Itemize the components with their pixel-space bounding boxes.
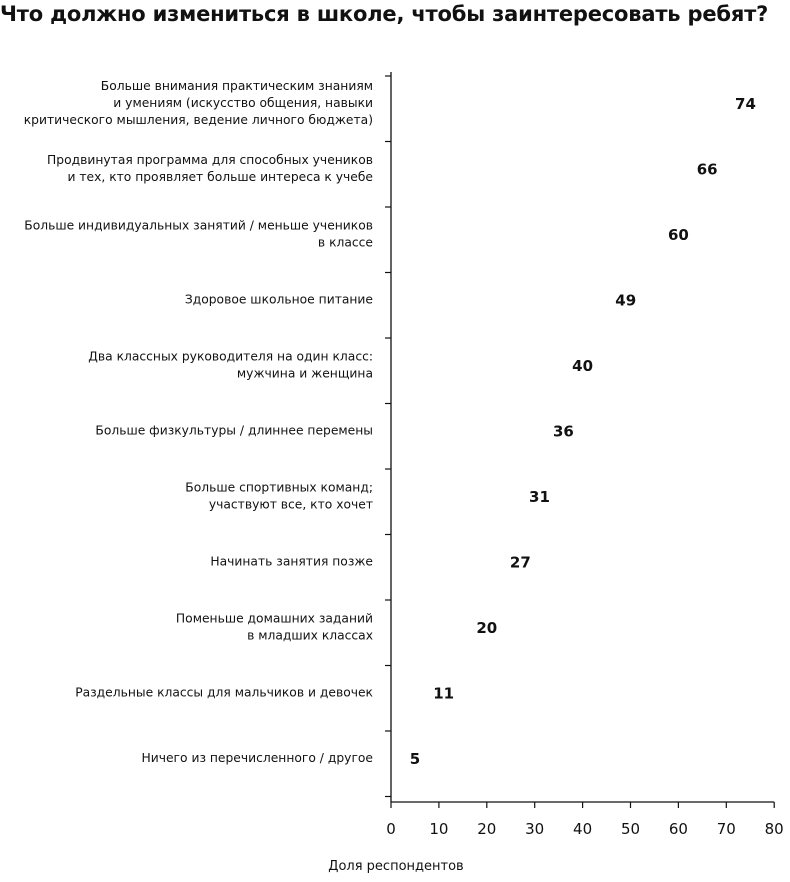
category-label — [185, 481, 373, 512]
category-label-line: в классе — [317, 235, 373, 250]
value-label: 27 — [509, 553, 531, 572]
category-label — [210, 555, 373, 569]
category-label-line: Раздельные классы для мальчиков и девочек — [75, 685, 373, 700]
category-label-line: и тех, кто проявляет больше интереса к учебе — [67, 170, 373, 184]
value-label: 60 — [667, 226, 689, 244]
category-label — [88, 350, 373, 381]
x-tick-label: 40 — [573, 820, 593, 838]
category-label-line: Два классных руководителя на один класс: — [88, 349, 373, 364]
category-labels — [24, 79, 374, 765]
category-label-line: Больше физкультуры / длиннее перемены — [95, 423, 373, 438]
category-label-line: Больше внимания практическим знаниям — [100, 79, 373, 93]
x-tick-label: 50 — [620, 820, 641, 838]
category-label — [141, 751, 373, 765]
x-tick-label: 20 — [477, 820, 497, 838]
category-label — [24, 79, 373, 127]
category-label-line: Больше спортивных команд; — [185, 480, 373, 495]
value-label: 31 — [529, 488, 550, 506]
category-label-line: Больше индивидуальных занятий / меньше учеников — [24, 218, 373, 233]
value-label: 20 — [476, 619, 498, 637]
category-label-line: Ничего из перечисленного / другое — [141, 751, 373, 765]
category-label-line: Здоровое школьное питание — [184, 292, 373, 307]
chart-title: Что должно измениться в школе, чтобы заинтересовать ребят? — [0, 2, 769, 26]
category-label — [75, 686, 373, 700]
category-label — [185, 293, 373, 307]
value-label: 36 — [553, 422, 574, 441]
tick-labels — [386, 820, 784, 838]
value-label: 5 — [409, 750, 421, 768]
x-axis-title: Доля респондентов — [328, 859, 464, 874]
x-tick-label: 30 — [525, 820, 545, 838]
value-label: 49 — [615, 291, 637, 310]
category-label-line: Продвинутая программа для способных учеников — [47, 153, 373, 167]
category-label — [176, 612, 373, 643]
value-label: 74 — [735, 95, 756, 113]
category-label-line: участвуют все, кто хочет — [208, 497, 373, 512]
x-tick-label: 70 — [716, 820, 736, 838]
category-label — [47, 153, 373, 184]
value-label: 66 — [696, 160, 718, 179]
category-label-line: в младших классах — [247, 628, 373, 643]
x-tick-label: 0 — [386, 820, 396, 838]
x-tick-label: 80 — [764, 820, 784, 838]
x-tick-label: 10 — [429, 820, 449, 838]
category-label-line: Поменьше домашних заданий — [175, 611, 373, 626]
value-labels — [410, 95, 756, 768]
x-tick-label: 60 — [668, 820, 688, 838]
category-label-line: мужчина и женщина — [236, 366, 373, 381]
category-label — [95, 424, 373, 438]
category-label-line: и умениям (искусство общения, навыки — [113, 96, 373, 110]
value-label: 11 — [433, 684, 455, 703]
value-label: 40 — [572, 357, 594, 375]
category-label-line: критического мышления, ведение личного бюджета) — [23, 113, 373, 127]
category-label-line: Начинать занятия позже — [210, 554, 373, 569]
category-label — [24, 219, 373, 250]
